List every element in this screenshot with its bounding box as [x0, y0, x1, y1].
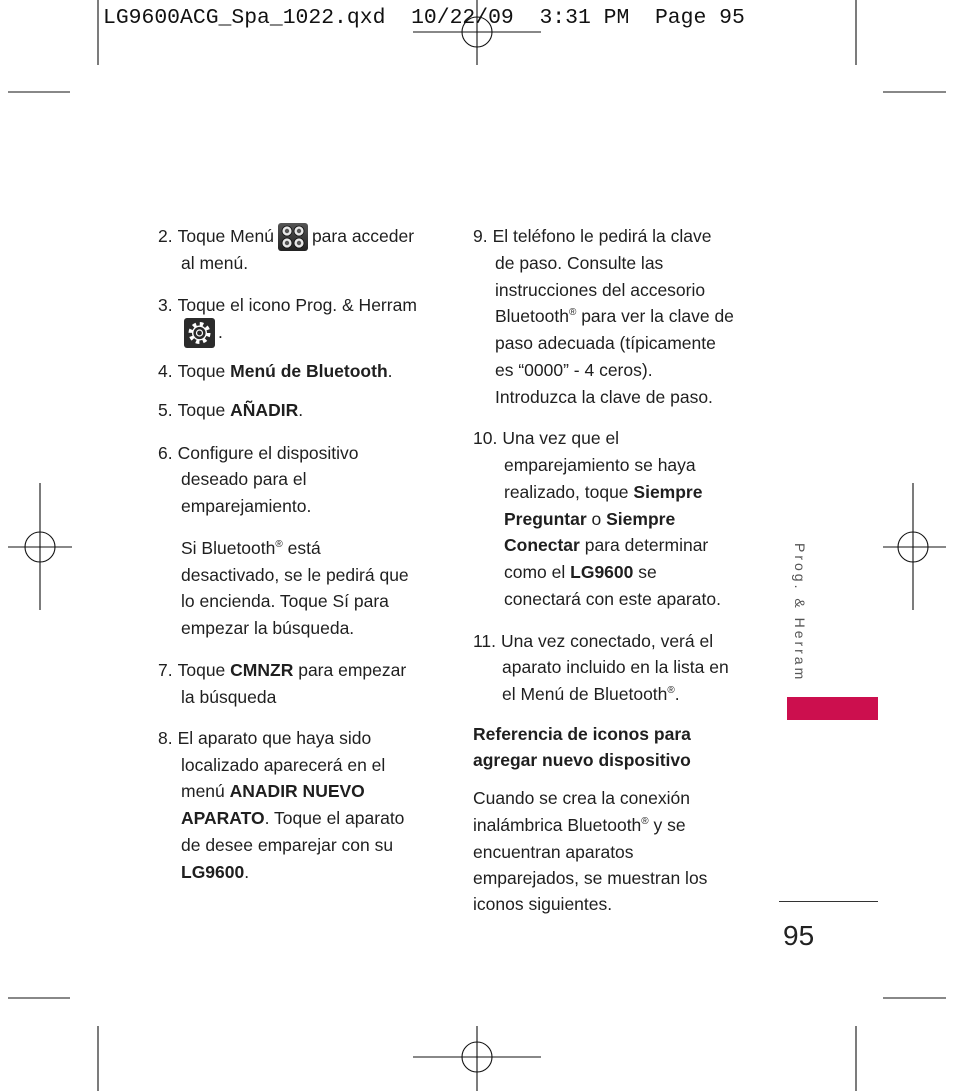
step-text: deseado para el — [181, 469, 307, 489]
step-text: El aparato que haya sido — [177, 728, 372, 748]
top-right-crop-mark — [856, 0, 946, 92]
step-text: . — [387, 361, 393, 381]
note-text: lo encienda. Toque Sí para — [181, 591, 389, 611]
section-side-label: Prog. & Herram — [792, 543, 808, 683]
step-10-line-5 — [504, 535, 708, 555]
step-number: 11. — [473, 631, 497, 651]
registered-mark: ® — [667, 685, 675, 697]
step-9-line-4 — [495, 306, 734, 326]
step-10-line-3 — [504, 482, 702, 502]
bold-term: Menú de Bluetooth — [230, 361, 388, 381]
step-text: El teléfono le pedirá la clave — [492, 226, 712, 246]
step-text: menú — [181, 781, 230, 801]
left-registration-mark — [8, 483, 72, 610]
bold-term: Siempre — [633, 482, 703, 502]
step-text: emparejamiento. — [181, 496, 312, 516]
step-text: . — [298, 400, 304, 420]
step-text: Introduzca la clave de paso. — [495, 387, 713, 407]
step-number: 3. — [158, 295, 173, 315]
bold-term: Conectar — [504, 535, 580, 555]
step-10-line-6 — [504, 562, 657, 582]
step-text: . — [218, 322, 223, 342]
step-9-line-6 — [495, 360, 653, 380]
step-text: Una vez que el — [502, 428, 620, 448]
step-number: 7. — [158, 660, 173, 680]
menu-grid-icon — [278, 223, 308, 251]
step-number: 6. — [158, 443, 173, 463]
section-heading-line-2: agregar nuevo dispositivo — [473, 750, 691, 770]
step-11-line-1 — [473, 631, 713, 651]
step-text: la búsqueda — [181, 687, 277, 707]
paragraph-line-4 — [473, 868, 707, 888]
step-9-line-5 — [495, 333, 716, 353]
paragraph-line-2 — [473, 815, 686, 835]
step-11-line-3 — [502, 684, 680, 704]
paragraph-text: emparejados, se muestran los — [473, 868, 708, 888]
step-3-line-1 — [158, 295, 417, 315]
step-8-line-5 — [181, 835, 393, 855]
print-slug-line: LG9600ACG_Spa_1022.qxd 10/22/09 3:31 PM Page 95 — [103, 6, 745, 30]
step-6-line-3 — [181, 496, 311, 516]
step-text: para empezar — [293, 660, 407, 680]
step-5-line-1 — [158, 400, 303, 420]
step-10-line-7 — [504, 589, 721, 609]
step-number: 8. — [158, 728, 173, 748]
bottom-left-crop-mark — [8, 998, 98, 1091]
paragraph-line-1 — [473, 788, 690, 808]
step-8-line-1 — [158, 728, 371, 748]
step-7-line-1 — [158, 660, 406, 680]
step-10-line-4 — [504, 509, 675, 529]
bottom-right-crop-mark — [856, 998, 946, 1091]
paragraph-text: inalámbrica Bluetooth — [473, 815, 642, 835]
right-registration-mark — [883, 483, 946, 610]
step-text: aparato incluido en la lista en — [502, 657, 729, 677]
paragraph-line-3 — [473, 842, 634, 862]
folio-rule — [779, 901, 878, 902]
step-number: 5. — [158, 400, 173, 420]
bold-term: ANADIR NUEVO — [229, 781, 365, 801]
step-text: . Toque el aparato — [264, 808, 405, 828]
step-8-line-3 — [181, 781, 365, 801]
step-number: 4. — [158, 361, 173, 381]
step-7-line-2 — [181, 687, 276, 707]
step-text: realizado, toque — [504, 482, 634, 502]
step-9-line-3 — [495, 280, 705, 300]
bold-term: AÑADIR — [230, 400, 299, 420]
step-3-line-2 — [184, 322, 223, 342]
settings-gear-icon — [184, 318, 215, 348]
step-9-line-2 — [495, 253, 663, 273]
step-number: 10. — [473, 428, 498, 448]
registered-mark: ® — [641, 816, 649, 828]
step-text: paso adecuada (típicamente — [495, 333, 716, 353]
note-line-1 — [181, 538, 321, 558]
registered-mark: ® — [275, 539, 283, 551]
section-heading-line-1: Referencia de iconos para — [473, 724, 691, 744]
step-text: Toque — [177, 400, 231, 420]
step-4-line-1 — [158, 361, 393, 381]
step-6-line-1 — [158, 443, 359, 463]
step-text: Configure el dispositivo — [177, 443, 359, 463]
paragraph-text: Cuando se crea la conexión — [473, 788, 690, 808]
step-text: Bluetooth — [495, 306, 569, 326]
bold-term: Siempre — [606, 509, 676, 529]
step-text: instrucciones del accesorio — [495, 280, 706, 300]
step-text: el Menú de Bluetooth — [502, 684, 668, 704]
step-8-line-2 — [181, 755, 385, 775]
bottom-registration-mark — [413, 1026, 541, 1091]
step-text: es “0000” - 4 ceros). — [495, 360, 653, 380]
step-text: Toque el icono Prog. & Herram — [177, 295, 417, 315]
note-line-3 — [181, 591, 389, 611]
note-text: desactivado, se le pedirá que — [181, 565, 409, 585]
section-color-tab — [787, 697, 878, 720]
step-text: Toque — [177, 361, 231, 381]
note-text: está — [282, 538, 321, 558]
paragraph-text: y se — [648, 815, 686, 835]
step-text: para acceder — [311, 226, 415, 246]
step-number: 2. — [158, 226, 173, 246]
step-text: para determinar — [579, 535, 709, 555]
bold-term: LG9600 — [570, 562, 634, 582]
step-text: conectará con este aparato. — [504, 589, 721, 609]
step-text: emparejamiento se haya — [504, 455, 696, 475]
step-2-line-1 — [158, 226, 414, 246]
step-text: se — [633, 562, 657, 582]
step-11-line-2 — [502, 657, 729, 677]
step-text: para ver la clave de — [576, 306, 734, 326]
step-text: . — [244, 862, 250, 882]
paragraph-text: iconos siguientes. — [473, 894, 613, 914]
step-text: localizado aparecerá en el — [181, 755, 386, 775]
bold-term: APARATO — [181, 808, 265, 828]
step-10-line-1 — [473, 428, 619, 448]
step-text: . — [674, 684, 680, 704]
step-text: o — [586, 509, 607, 529]
note-text: empezar la búsqueda. — [181, 618, 355, 638]
step-text: Toque — [177, 660, 231, 680]
step-text: de desee emparejar con su — [181, 835, 394, 855]
step-2-line-2 — [181, 253, 248, 273]
note-line-4 — [181, 618, 354, 638]
step-8-line-6 — [181, 862, 249, 882]
bold-term: LG9600 — [181, 862, 245, 882]
page-number: 95 — [783, 920, 815, 951]
step-text: al menú. — [181, 253, 249, 273]
paragraph-line-5 — [473, 894, 612, 914]
step-9-line-7 — [495, 387, 713, 407]
step-text: de paso. Consulte las — [495, 253, 664, 273]
step-10-line-2 — [504, 455, 696, 475]
top-left-crop-mark — [8, 0, 98, 92]
step-number: 9. — [473, 226, 488, 246]
bold-term: Preguntar — [504, 509, 587, 529]
step-text: como el — [504, 562, 571, 582]
step-text: Toque Menú — [177, 226, 274, 246]
paragraph-text: encuentran aparatos — [473, 842, 634, 862]
bold-term: CMNZR — [230, 660, 294, 680]
step-9-line-1 — [473, 226, 712, 246]
note-line-2 — [181, 565, 409, 585]
note-text: Si Bluetooth — [181, 538, 276, 558]
step-6-line-2 — [181, 469, 307, 489]
registered-mark: ® — [568, 307, 577, 319]
step-text: Una vez conectado, verá el — [501, 631, 714, 651]
step-8-line-4 — [181, 808, 404, 828]
